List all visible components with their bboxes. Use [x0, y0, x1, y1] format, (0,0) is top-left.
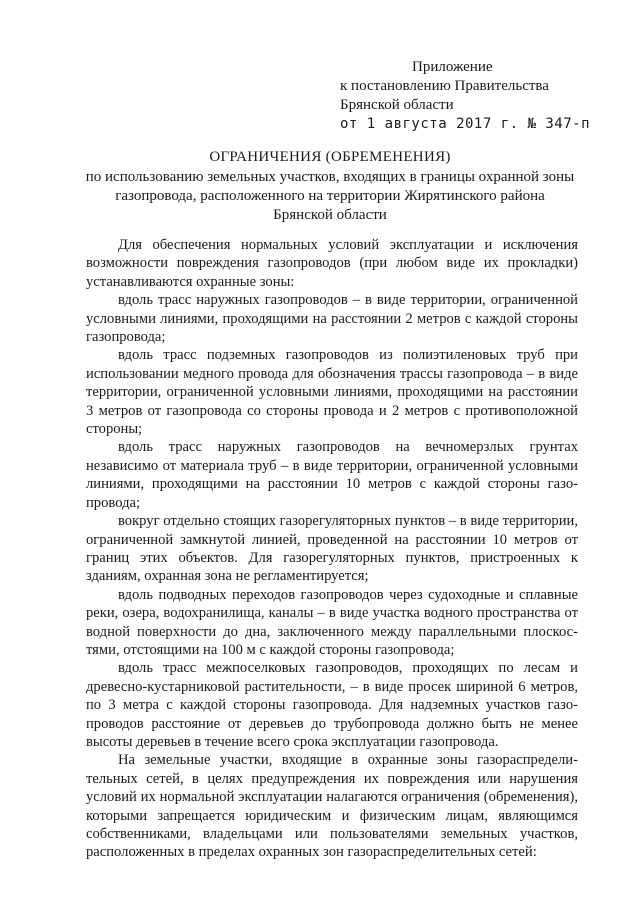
appendix-region: Брянской области: [340, 97, 454, 113]
document-body: [86, 236, 578, 862]
paragraph-underwater-crossings: вдоль подводных переходов газопроводов через судоходные и сплавные реки, озера, водохранилища, каналы – в виде участка водного пространства от водной поверхности до дна, заключенного между параллельными плоскостями, отстоящими на 100 м с каждой стороны газопровода;: [86, 586, 578, 658]
paragraph-intersettlement-pipelines: вдоль трасс межпоселковых газопроводов, проходящих по лесам и древесно-кустарниковой растительности, – в виде просек шириной 6 метров, по 3 метра с каждой стороны газопровода. Для надземных участков газопроводов расстояние от деревьев до трубопровода должно быть не менее высоты деревьев в течение всего срока эксплуатации газопровода.: [86, 660, 578, 750]
paragraph-permafrost-pipelines: вдоль трасс наружных газопроводов на вечномерзлых грунтах независимо от материала труб – в виде территории, ограниченной условными линиями, проходящими на расстоянии 10 метров с каждой стороны газопровода;: [86, 439, 578, 511]
paragraph-land-restrictions: На земельные участки, входящие в охранные зоны газораспределительных сетей, в целях предупреждения их повреждения или нарушения условий их нормальной эксплуатации налагаются ограничения (обременения), которыми запрещается юридическим и физическим лицам, являющимся собственниками, владельцами или пользователями земельных участков, расположенных в пределах охранных зон газораспределительных сетей:: [86, 752, 578, 861]
appendix-resolution: к постановлению Правительства: [340, 78, 549, 94]
appendix-date-number: от 1 августа 2017 г. № 347-п: [340, 116, 591, 132]
document-subtitle-line-3: Брянской области: [273, 207, 387, 223]
paragraph-underground-pipelines: вдоль трасс подземных газопроводов из полиэтиленовых труб при использовании медного провода для обозначения трассы газопровода – в виде территории, ограниченной условными линиями, проходящими на расстоянии 3 метров от газопровода со стороны провода и 2 метров с противоположной стороны;: [86, 347, 578, 438]
document-subtitle-line-2: газопровода, расположенного на территории Жирятинского района: [115, 188, 545, 204]
document-subtitle-line-1: по использованию земельных участков, входящих в границы охранной зоны: [85, 169, 575, 185]
document-title-block: [60, 148, 600, 225]
paragraph-regulator-points: вокруг отдельно стоящих газорегуляторных пунктов – в виде территории, ограниченной замкнутой линией, проведенной на расстоянии 10 метров от границ этих объектов. Для газорегуляторных пунктов, пристроенных к зданиям, охранная зона не регламентируется;: [86, 513, 578, 585]
document-title: ОГРАНИЧЕНИЯ (ОБРЕМЕНЕНИЯ): [209, 149, 451, 165]
appendix-label: Приложение: [412, 59, 493, 75]
paragraph-outdoor-pipelines: вдоль трасс наружных газопроводов – в виде территории, ограниченной условными линиями, проходящими на расстоянии 2 метров с каждой стороны газопровода;: [86, 292, 578, 346]
appendix-header: [340, 58, 600, 134]
paragraph-intro: Для обеспечения нормальных условий эксплуатации и исключения возможности повреждения газопроводов (при любом виде их прокладки) устанавливаются охранные зоны:: [86, 237, 578, 290]
